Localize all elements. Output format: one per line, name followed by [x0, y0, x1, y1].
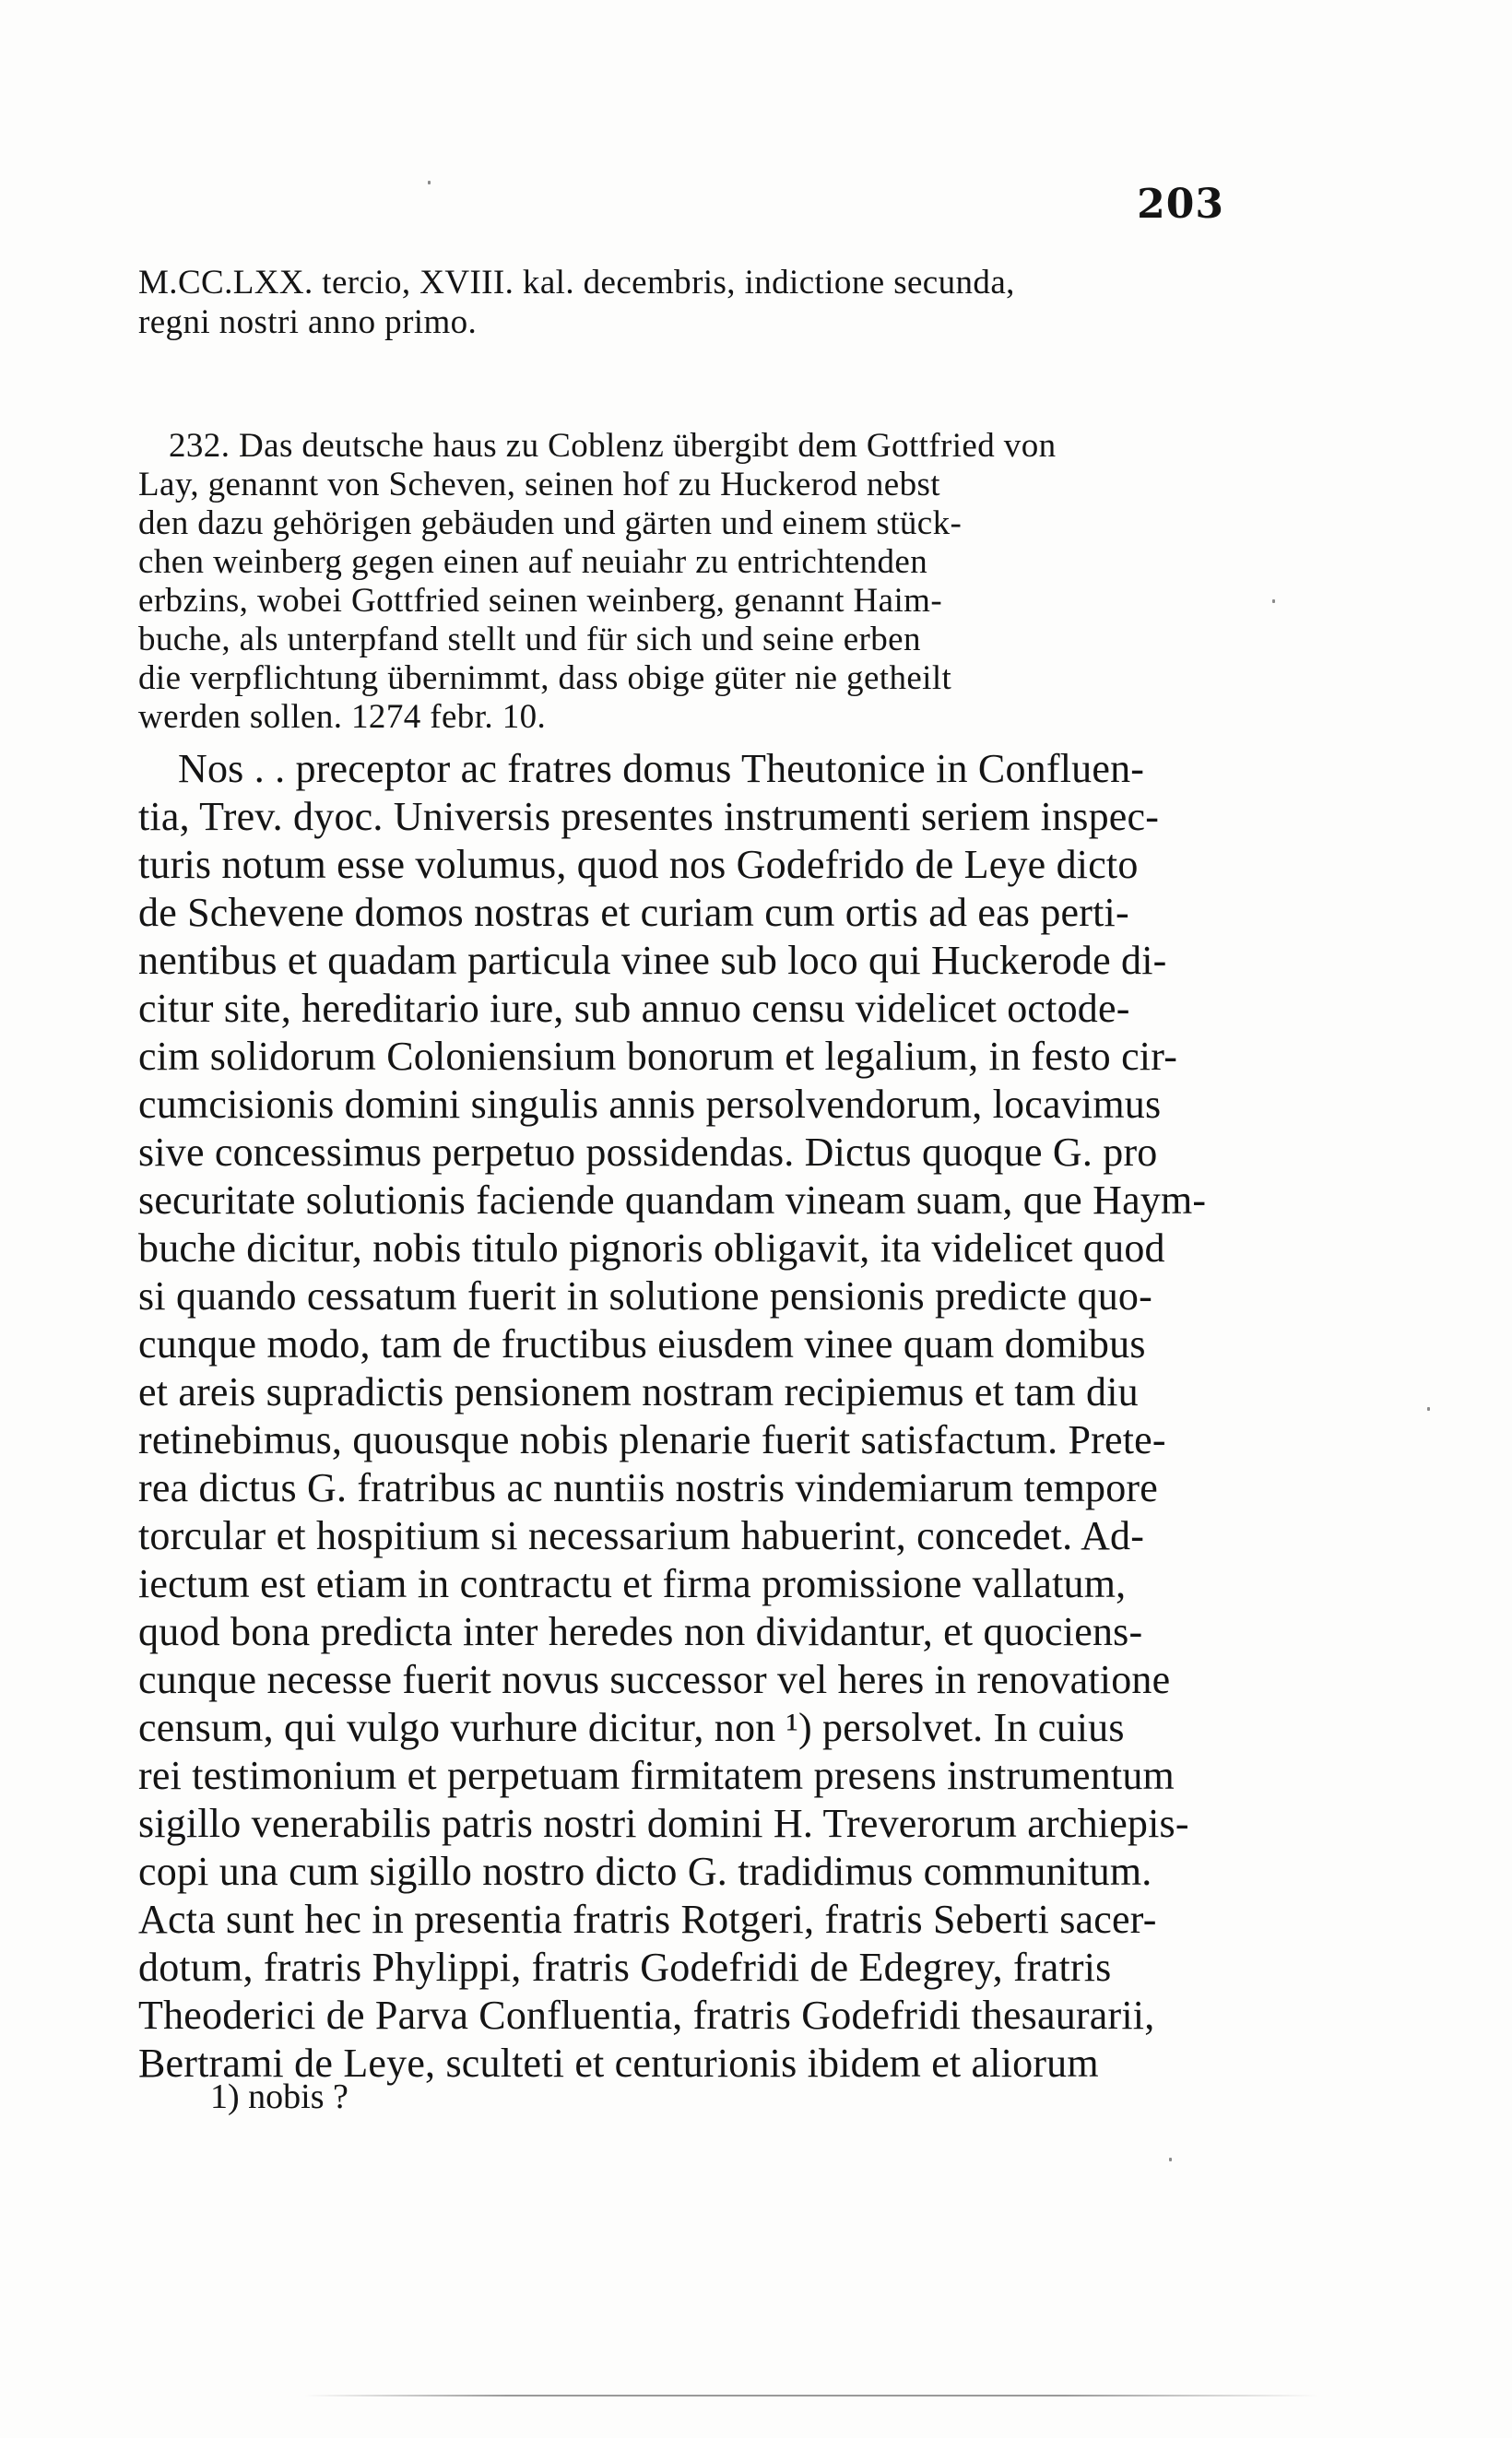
text-line: die verpflichtung übernimmt, dass obige güter nie getheilt	[138, 659, 952, 697]
text-line: M.CC.LXX. tercio, XVIII. kal. decembris, indictione secunda,	[138, 264, 1015, 302]
text-line: tia, Trev. dyoc. Universis presentes instrumenti seriem inspec-	[138, 794, 1160, 839]
text-line: si quando cessatum fuerit in solutione pensionis predicte quo-	[138, 1273, 1152, 1319]
text-line: cumcisionis domini singulis annis persolvendorum, locavimus	[138, 1082, 1162, 1127]
text-line: et areis supradictis pensionem nostram recipiemus et tam diu	[138, 1369, 1139, 1414]
print-speck	[428, 181, 431, 184]
text-line: citur site, hereditario iure, sub annuo censu videlicet octode-	[138, 986, 1130, 1031]
text-line: werden sollen. 1274 febr. 10.	[138, 698, 547, 736]
text-line: cim solidorum Coloniensium bonorum et legalium, in festo cir-	[138, 1034, 1178, 1079]
page-number: 203	[1137, 181, 1224, 228]
text-line: Acta sunt hec in presentia fratris Rotgeri, fratris Seberti sacer-	[138, 1897, 1157, 1942]
text-line: cunque necesse fuerit novus successor vel heres in renovatione	[138, 1657, 1171, 1702]
text-line: copi una cum sigillo nostro dicto G. tradidimus communitum.	[138, 1849, 1152, 1894]
text-line: dotum, fratris Phylippi, fratris Godefridi de Edegrey, fratris	[138, 1945, 1112, 1990]
text-line: censum, qui vulgo vurhure dicitur, non ¹) persolvet. In cuius	[138, 1705, 1125, 1750]
footnote: 1) nobis ?	[210, 2077, 348, 2116]
text-line: torcular et hospitium si necessarium habuerint, concedet. Ad-	[138, 1513, 1145, 1558]
page-bottom-rule	[304, 2395, 1318, 2397]
text-line: de Schevene domos nostras et curiam cum ortis ad eas perti-	[138, 890, 1129, 935]
text-line: Nos . . preceptor ac fratres domus Theutonice in Confluen-	[178, 746, 1145, 791]
text-line: iectum est etiam in contractu et firma promissione vallatum,	[138, 1561, 1127, 1606]
text-line: Bertrami de Leye, sculteti et centurionis ibidem et aliorum	[138, 2041, 1099, 2086]
text-line: rea dictus G. fratribus ac nuntiis nostris vindemiarum tempore	[138, 1465, 1159, 1510]
text-line: retinebimus, quousque nobis plenarie fuerit satisfactum. Prete-	[138, 1417, 1166, 1462]
text-line: cunque modo, tam de fructibus eiusdem vinee quam domibus	[138, 1321, 1146, 1367]
text-line: chen weinberg gegen einen auf neuiahr zu entrichtenden	[138, 543, 928, 581]
text-line: 232. Das deutsche haus zu Coblenz übergibt dem Gottfried von	[169, 427, 1057, 465]
text-line: buche, als unterpfand stellt und für sich und seine erben	[138, 621, 921, 658]
print-speck	[1169, 2158, 1172, 2161]
print-speck	[1272, 599, 1275, 603]
text-line: buche dicitur, nobis titulo pignoris obligavit, ita videlicet quod	[138, 1225, 1165, 1271]
text-line: sive concessimus perpetuo possidendas. Dictus quoque G. pro	[138, 1130, 1158, 1175]
text-line: erbzins, wobei Gottfried seinen weinberg, genannt Haim-	[138, 582, 943, 620]
text-line: quod bona predicta inter heredes non dividantur, et quociens-	[138, 1609, 1143, 1654]
text-line: Theoderici de Parva Confluentia, fratris Godefridi thesaurarii,	[138, 1993, 1155, 2038]
text-line: sigillo venerabilis patris nostri domini H. Treverorum archiepis-	[138, 1801, 1189, 1846]
text-line: turis notum esse volumus, quod nos Godefrido de Leye dicto	[138, 842, 1139, 887]
text-line: den dazu gehörigen gebäuden und gärten und einem stück-	[138, 504, 963, 542]
text-line: securitate solutionis faciende quandam vineam suam, que Haym-	[138, 1178, 1207, 1223]
text-line: rei testimonium et perpetuam firmitatem presens instrumentum	[138, 1753, 1175, 1798]
text-line: nentibus et quadam particula vinee sub loco qui Huckerode di-	[138, 938, 1167, 983]
text-line: regni nostri anno primo.	[138, 303, 478, 341]
print-speck	[1427, 1407, 1430, 1411]
text-line: Lay, genannt von Scheven, seinen hof zu Huckerod nebst	[138, 466, 940, 503]
